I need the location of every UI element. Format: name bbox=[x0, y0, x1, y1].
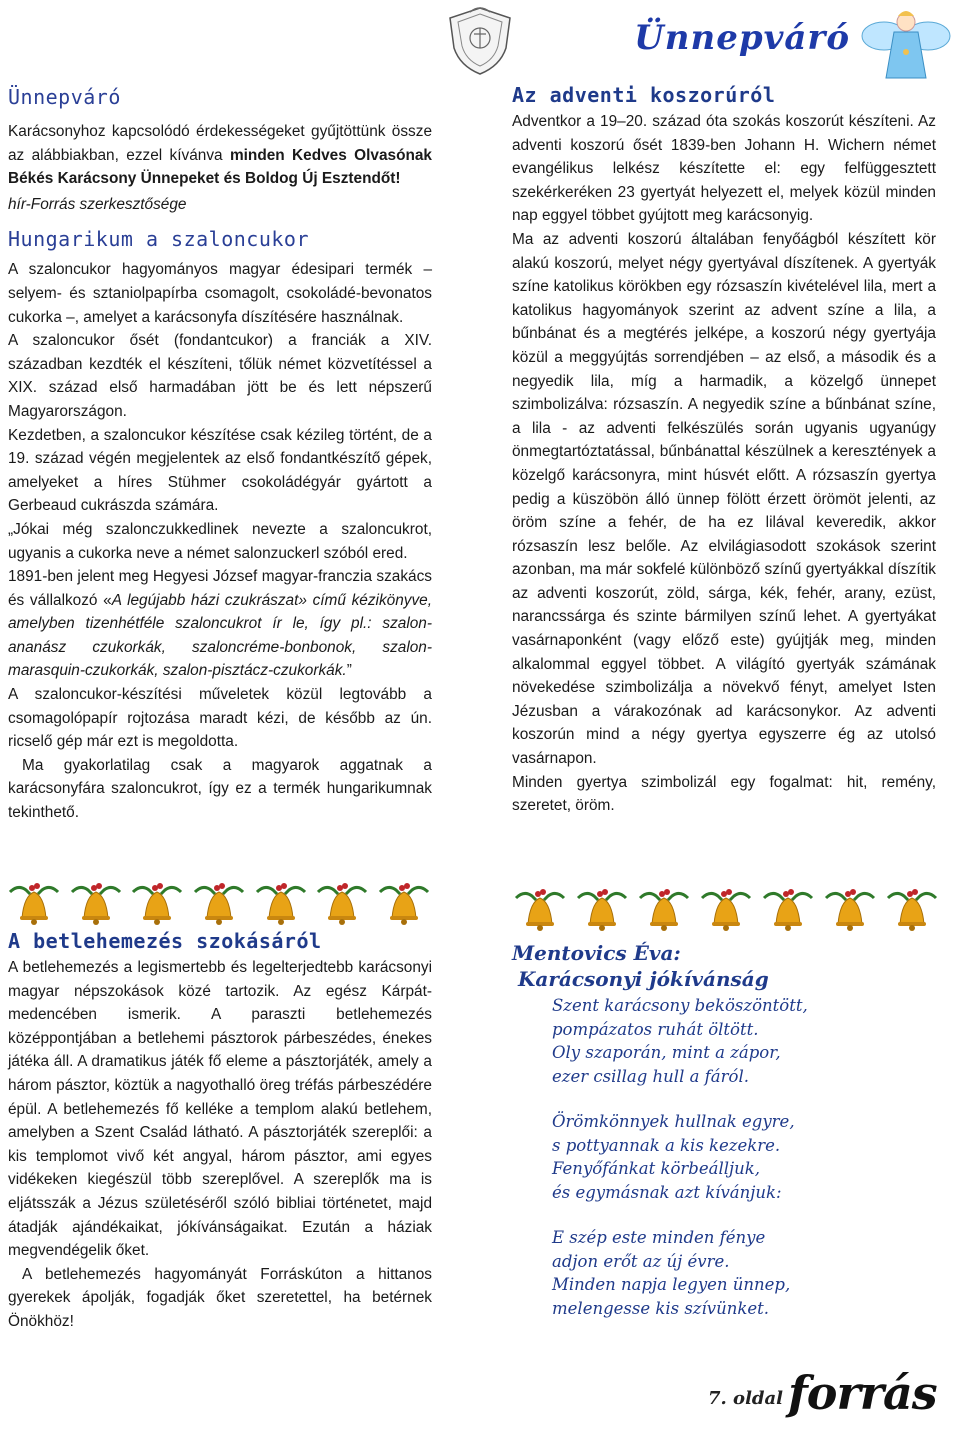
advent-title: Az adventi koszorúról bbox=[512, 83, 776, 107]
bell-icon bbox=[512, 884, 568, 932]
bell-icon bbox=[376, 878, 432, 926]
intro-text-bold: minden Kedves Olvasónak Békés Karácsony Ünnepeket és Boldog Új Esztendőt! bbox=[8, 146, 432, 188]
betlehem-title: A betlehemezés szokásáról bbox=[8, 929, 322, 953]
hungarikum-title: Hungarikum a szaloncukor bbox=[8, 227, 309, 252]
bell-icon bbox=[822, 884, 878, 932]
closing-quote: ” bbox=[346, 662, 352, 680]
poem-author: Mentovics Éva: bbox=[512, 941, 681, 965]
bell-icon bbox=[191, 878, 247, 926]
left-column bbox=[8, 82, 432, 825]
bell-icon bbox=[698, 884, 754, 932]
poem-line: Minden napja legyen ünnep, bbox=[552, 1275, 791, 1294]
hungarikum-paragraph: Kezdetben, a szaloncukor készítése csak kézileg történt, de a 19. század végén megjelentek az első fondantkészítő gépek, amelyeket a híres Stühmer csokoládégyár gyártott a Gerbeaud cukrászda számára. bbox=[8, 426, 432, 515]
bell-icon bbox=[884, 884, 940, 932]
poem-line: Oly szaporán, mint a zápor, bbox=[552, 1043, 781, 1062]
poem-stanza bbox=[552, 1110, 936, 1204]
intro-text-regular: Karácsonyhoz kapcsolódó érdekességeket gyűjtöttünk össze az alábbiakban, ezzel kívánva bbox=[8, 123, 432, 164]
page-number: 7. oldal bbox=[708, 1388, 783, 1409]
poem-stanzas bbox=[512, 994, 936, 1320]
poem-stanza bbox=[552, 1226, 936, 1320]
bell-icon bbox=[636, 884, 692, 932]
bell-icon bbox=[129, 878, 185, 926]
intro-text bbox=[8, 120, 432, 191]
poem-line: pompázatos ruhát öltött. bbox=[552, 1019, 759, 1039]
poem-stanza bbox=[552, 994, 936, 1088]
intro-signature: hír-Forrás szerkesztősége bbox=[8, 195, 187, 213]
betlehem-paragraph: A betlehemezés a legismertebb és legelterjedtebb karácsonyi magyar népszokások közé tartozik. Az egész Kárpát-medencében ismerik. A paraszti betlehemezés középpontjában a betlehemi pásztorok párbeszédes, énekes játéka áll. A dramatikus játék fő eleme a pásztorjáték, amely a három pásztor, köztük a nagyothalló öreg tréfás párbeszédére épül. A betlehemezés fő kelléke a templom alakú betlehem, amelyben a Szent Család látható. A pásztorjáték szereplői: a kis templomot vivő két angyal, három pásztor, ami egyes vidékeken kiegészül több szereplővel. A szereplők ma is eljátsszák a Jézus születéséről szóló bibliai történetet, majd átadják ajándékaikat, jókívánságaikat. Ezután a háziak megvendégelik őket. bbox=[8, 959, 432, 1260]
poem-line: s pottyannak a kis kezekre. bbox=[552, 1135, 781, 1155]
poem-line: ezer csillag hull a fáról. bbox=[552, 1066, 749, 1086]
betlehem-section bbox=[8, 928, 432, 1334]
right-column bbox=[512, 82, 936, 818]
hungarikum-paragraph: Ma gyakorlatilag csak a magyarok aggatnak a karácsonyfára szaloncukrot, így ez a termék hungarikumnak tekinthető. bbox=[8, 756, 432, 822]
poem-line: és egymásnak azt kívánjuk: bbox=[552, 1182, 782, 1202]
bell-icon bbox=[6, 878, 62, 926]
intro-title: Ünnepváró bbox=[8, 85, 121, 109]
forras-logo: forrás bbox=[788, 1366, 937, 1420]
poem-line: Szent karácsony beköszöntött, bbox=[552, 996, 808, 1015]
angel-icon bbox=[854, 2, 954, 82]
advent-paragraph: Minden gyertya szimbolizál egy fogalmat: hit, remény, szeretet, öröm. bbox=[512, 773, 936, 815]
hungarikum-text-italic: A legújabb házi czukrászat» című kézikönyve, amelyben tizenhétféle szaloncukrot ír le, így pl.: szalon-ananász czukorkák, szaloncréme-bonbonok, szalon-marasquin-czukorkák, szalon-pisztácz-czukorkák. bbox=[8, 591, 432, 680]
hungarikum-paragraph: A szaloncukor hagyományos magyar édesipari termék – selyem- és sztaniolpapírba csomagolt, csokoládé-bevonatos cukorka –, amelyet a karácsonyfa díszítésére használnak. bbox=[8, 261, 432, 326]
betlehem-paragraph: A betlehemezés hagyományát Forráskúton a hittanos gyerekek ápolják, fogadják őket szeretettel, ha betérnek Önökhöz! bbox=[8, 1265, 432, 1330]
poem-line: Örömkönnyek hullnak egyre, bbox=[552, 1112, 795, 1131]
bell-icon bbox=[253, 878, 309, 926]
poem-section bbox=[512, 940, 936, 1342]
bell-icon bbox=[760, 884, 816, 932]
hungarikum-paragraph: A szaloncukor ősét (fondantcukor) a franciák a XIV. században kezdték el készíteni, tőlük német közvetítéssel a XIX. század első harmadában jött be és lett népszerű Magyarországon. bbox=[8, 332, 432, 420]
header-title: Ünnepváró bbox=[634, 18, 850, 58]
poem-line: Fenyőfánkat körbeálljuk, bbox=[552, 1159, 760, 1178]
bell-icon bbox=[314, 878, 370, 926]
bell-decoration-row bbox=[512, 884, 940, 932]
poem-line: E szép este minden fénye bbox=[552, 1228, 766, 1247]
poem-title: Karácsonyi jókívánság bbox=[518, 967, 769, 991]
bell-decoration-row bbox=[6, 878, 432, 926]
poem-line: melengesse kis szívünket. bbox=[552, 1298, 769, 1318]
hungarikum-text-regular: 1891-ben jelent meg Hegyesi József magyar-franczia szakács és vállalkozó « bbox=[8, 568, 432, 609]
bell-icon bbox=[574, 884, 630, 932]
hungarikum-paragraph: „Jókai még szalonczukkedlinek nevezte a szaloncukrot, ugyanis a cukorka neve a német salonzuckerl szóból ered. bbox=[8, 520, 432, 562]
crest-emblem-icon bbox=[440, 4, 520, 76]
advent-paragraph: Adventkor a 19–20. század óta szokás koszorút készíteni. Az adventi koszorú ősét 1839-ben Johann H. Wichern német evangélikus lelkész készítette el: egy felfüggesztett szekérkeréken 23 gyertyát helyezett el, melyek közül minden nap eggyel többet gyújtott meg karácsonyig. bbox=[512, 113, 936, 225]
bell-icon bbox=[68, 878, 124, 926]
advent-paragraph: Ma az adventi koszorú általában fenyőágból készített kör alakú koszorú, melyet négy gyertyával díszítenek. A gyertyák színe katolikus körökben egy rózsaszín kivételével lila, mert a katolikus hagyományok szerint az advent színe a lila, a bűnbánat és a megtérés jelképe, a koszorú négy gyertyája közül a meggyújtás sorrendjében – az első, a második és a negyedik lila, míg a harmadik, a közelgő ünnepet szimbolizálva: rózsaszín. A negyedik színe a bűnbánat színe, a lila - az adventi felkészülés során ugyanis ugyanúgy önmegtartóztatással, bűnbánattal készülnek a keresztények a közelgő karácsonyra, mint húsvét előtt. A rózsaszín gyertya pedig a küszöbön álló ünnep fölött érzett örömöt jelenti, az öröm színe a fehér, de ha ez lilával keveredik, akkor rózsaszín lesz belőle. Az elvilágiasodott szokások szerint azonban, ma már sokfelé különböző színű gyertyákkal díszítik az adventi koszorút, zöld, sárga, kék, fehér, arany, ezüst, narancssárga és szinte bármilyen színű lehet. A gyertyákat vasárnaponként (vagy előző este) gyújtják meg, minden alkalommal eggyel többet. A világító gyertyák számának növekedése szimbolizálja a növekvő fényt, amelyet Isten Jézusban a várakozónak ad karácsonykor. Az adventi koszorún mind a négy gyertya egyszerre ég az utolsó vasárnapon. bbox=[512, 230, 936, 768]
hungarikum-paragraph: A szaloncukor-készítési műveletek közül legtovább a csomagolópapír rojtozása maradt kézi, de később az ún. ricselő gép már ezt is megoldotta. bbox=[8, 686, 432, 751]
hungarikum-paragraph bbox=[8, 565, 432, 683]
poem-line: adjon erőt az új évre. bbox=[552, 1251, 730, 1271]
